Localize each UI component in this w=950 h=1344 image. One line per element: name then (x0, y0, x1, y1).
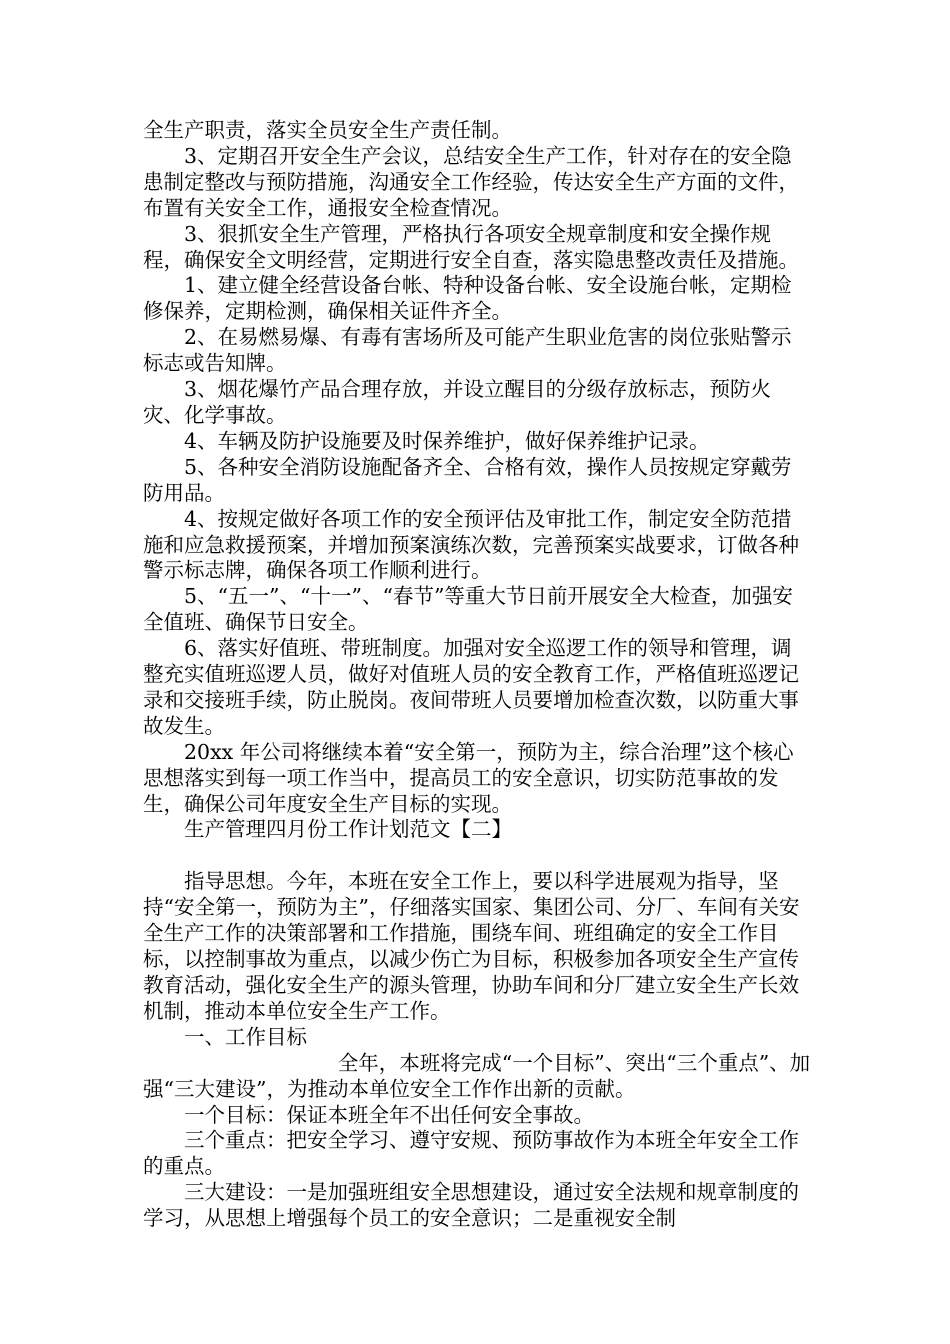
blank-line (143, 843, 811, 869)
document-page (143, 118, 811, 1232)
paragraph-4: 1、建立健全经营设备台帐、特种设备台帐、安全设施台帐，定期检修保养，定期检测，确保相关证件齐全。 (143, 273, 792, 324)
paragraph-11: 6、落实好值班、带班制度。加强对安全巡逻工作的领导和管理，调整充实值班巡逻人员，做好对值班人员的安全教育工作，严格值班巡逻记录和交接班手续，防止脱岗。夜间带班人员要增加检查次数，以防重大事故发生。 (143, 636, 799, 738)
paragraph-one-goal: 一个目标：保证本班全年不出任何安全事故。 (184, 1102, 594, 1127)
paragraph-annual-target: 全年，本班将完成“一个目标”、突出“三个重点”、加强“三大建设”，为推动本单位安全工作作出新的贡献。 (143, 1050, 811, 1101)
paragraph-8: 5、各种安全消防设施配备齐全、合格有效，操作人员按规定穿戴劳防用品。 (143, 454, 792, 505)
paragraph-three-construction: 三大建设：一是加强班组安全思想建设，通过安全法规和规章制度的学习，从思想上增强每个员工的安全意识；二是重视安全制 (143, 1180, 799, 1231)
paragraph-7: 4、车辆及防护设施要及时保养维护，做好保养维护记录。 (184, 428, 710, 453)
paragraph-12: 20xx 年公司将继续本着“安全第一，预防为主，综合治理”这个核心思想落实到每一项工作当中，提高员工的安全意识，切实防范事故的发生，确保公司年度安全生产目标的实现。 (143, 739, 794, 816)
paragraph-2: 3、定期召开安全生产会议，总结安全生产工作，针对存在的安全隐患制定整改与预防措施，沟通安全工作经验，传达安全生产方面的文件，布置有关安全工作，通报安全检查情况。 (143, 143, 799, 220)
paragraph-9: 4、按规定做好各项工作的安全预评估及审批工作，制定安全防范措施和应急救援预案，并增加预案演练次数，完善预案实战要求，订做各种警示标志牌，确保各项工作顺利进行。 (143, 506, 799, 583)
paragraph-10: 5、“五一”、“十一”、“春节”等重大节日前开展安全大检查，加强安全值班、确保节日安全。 (143, 584, 793, 635)
paragraph-guiding-thought: 指导思想。今年，本班在安全工作上，要以科学进展观为指导，坚持“安全第一，预防为主”，仔细落实国家、集团公司、分厂、车间有关安全生产工作的决策部署和工作措施，围绕车间、班组确定的安全工作目标，以控制事故为重点，以减少伤亡为目标，积极参加各项安全生产宣传教育活动，强化安全生产的源头管理，协助车间和分厂建立安全生产长效机制，推动本单位安全生产工作。 (143, 869, 800, 1023)
paragraph-three-focus: 三个重点：把安全学习、遵守安规、预防事故作为本班全年安全工作的重点。 (143, 1128, 799, 1179)
paragraph-6: 3、烟花爆竹产品合理存放，并设立醒目的分级存放标志，预防火灾、化学事故。 (143, 377, 772, 427)
paragraph-1: 全生产职责，落实全员安全生产责任制。 (143, 118, 512, 142)
section-heading: 生产管理四月份工作计划范文【二】 (184, 817, 512, 842)
paragraph-3: 3、狠抓安全生产管理，严格执行各项安全规章制度和安全操作规程，确保安全文明经营，定期进行安全自查，落实隐患整改责任及措施。 (143, 221, 799, 272)
paragraph-5: 2、在易燃易爆、有毒有害场所及可能产生职业危害的岗位张贴警示标志或告知牌。 (143, 325, 792, 376)
heading-work-goals: 一、工作目标 (184, 1024, 307, 1049)
